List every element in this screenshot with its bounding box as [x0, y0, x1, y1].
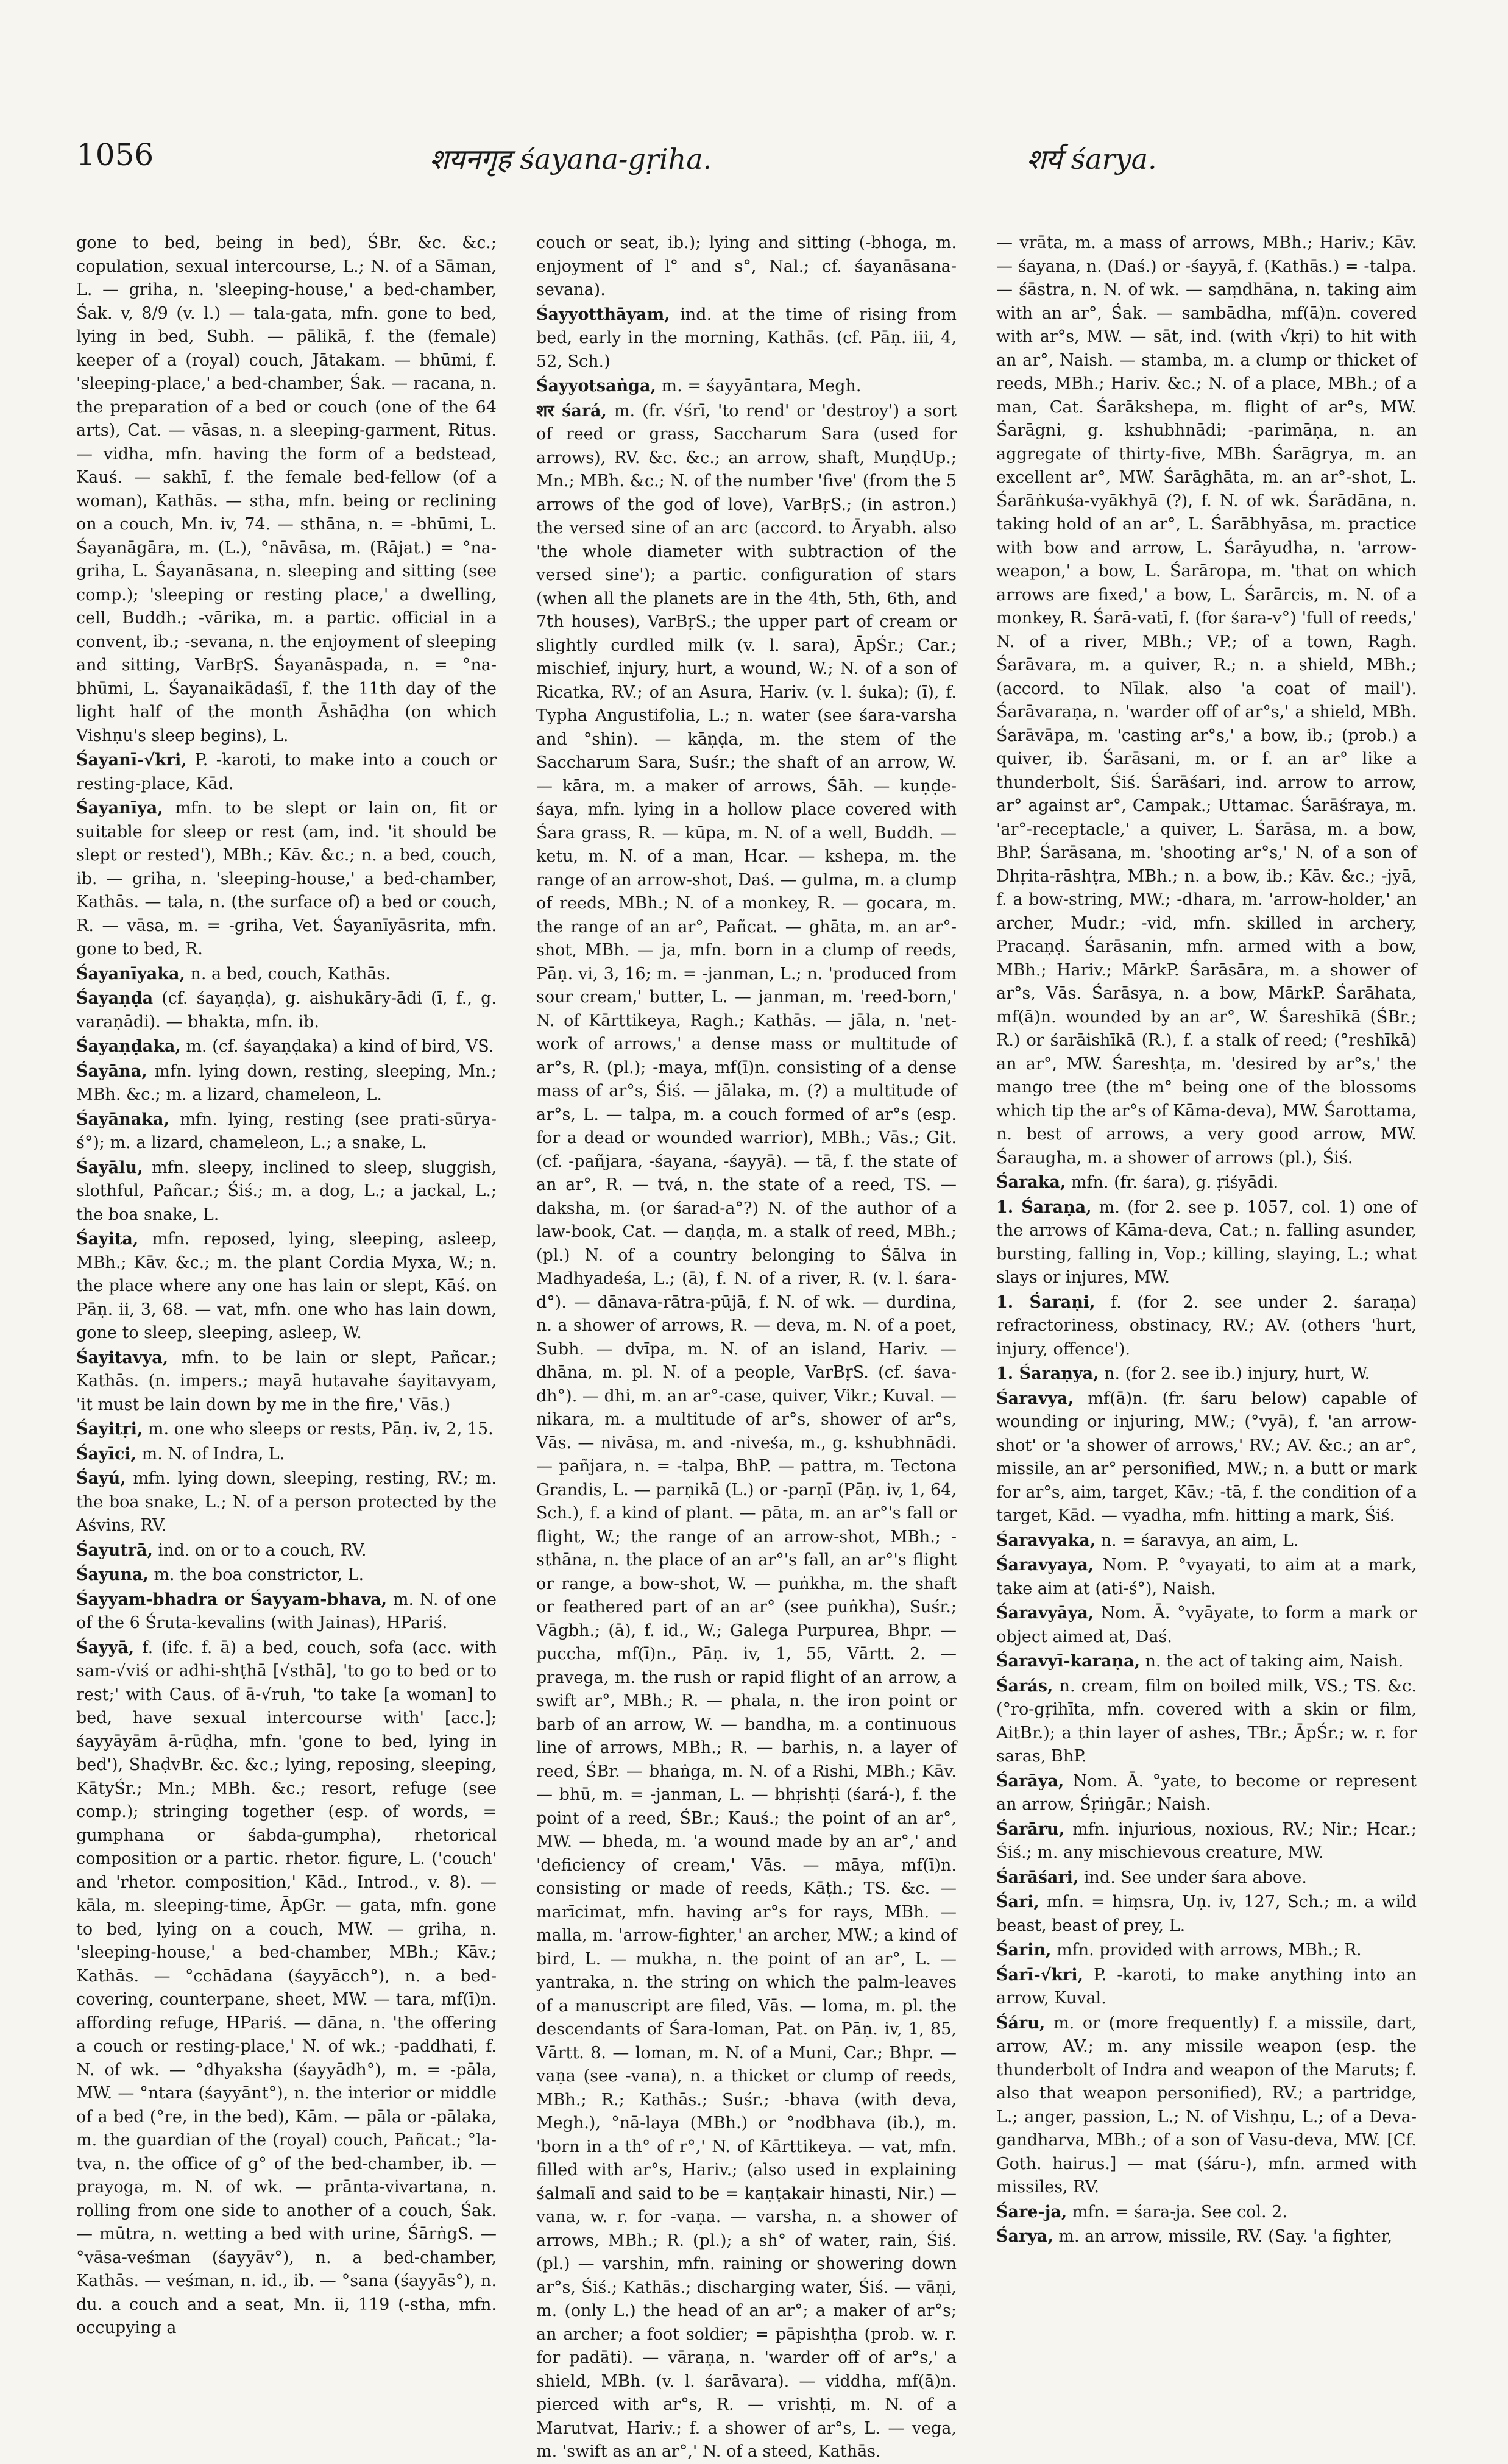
entry-headword: Śari, — [996, 1892, 1039, 1911]
entry-text: f. (ifc. f. ā) a bed, couch, sofa (acc. with sam-√viś or adhi-shṭhā [√sthā], 'to go to bed or to rest;' with Caus. of ā-√ruh, 'to take [a woman] to bed, have sexual intercourse with' [acc.]; śayyāyām ā-rūḍha, mfn. 'gone to bed, lying in bed'), ShaḍvBr. &c. &c.; lying, reposing, sleeping, KātyŚr.; Mn.; MBh. &c.; resort, refuge (see comp.); stringing together (esp. of words, = gumphana or śabda-gumpha), rhetorical composition or a partic. rhetor. figure, L. ('couch' and 'rhetor. composition,' Kād., Introd., v. 8). — kāla, m. sleeping-time, ĀpGr. — gata, mfn. gone to bed, lying on a couch, MW. — griha, n. 'sleeping-house,' a bed-chamber, MBh.; Kāv.; Kathās. — °cchādana (śayyācch°), n. a bed-covering, counterpane, sheet, MW. — tara, mf(ī)n. affording refuge, HPariś. — dāna, n. 'the offering a couch or resting-place,' N. of wk.; -paddhati, f. N. of wk. — °dhyaksha (śayyādh°), m. = -pāla, MW. — °ntara (śayyānt°), n. the interior or middle of a bed (°re, in the bed), Kām. — pāla or -pālaka, m. the guardian of the (royal) couch, Pañcat.; °la-tva, n. the office of g° of the bed-chamber, ib. — prayoga, m. N. of wk. — prānta-vivartana, n. rolling from one side to another of a couch, Śak. — mūtra, n. wetting a bed with urine, ŚārṅgS. — °vāsa-veśman (śayyāv°), n. a bed-chamber, Kathās. — veśman, n. id., ib. — °sana (śayyās°), n. du. a couch and a seat, Mn. ii, 119 (-stha, mfn. occupying a — [76, 1638, 497, 2337]
entry-text: mfn. lying down, resting, sleeping, Mn.; MBh. &c.; m. a lizard, chameleon, L. — [76, 1061, 497, 1104]
entry-text: n. (for 2. see ib.) injury, hurt, W. — [1104, 1364, 1370, 1383]
entry-headword: Śayyotsaṅga, — [536, 377, 656, 395]
entry-text: n. cream, film on boiled milk, VS.; TS. &c. (°ro-gṛihīta, mfn. covered with a skin or film, AitBr.); a thin layer of ashes, TBr.; ĀpŚr.; w. r. for saras, BhP. — [996, 1676, 1417, 1766]
entry-text: mfn. lying down, sleeping, resting, RV.; m. the boa snake, L.; N. of a person protected by the Aśvins, RV. — [76, 1469, 497, 1535]
dictionary-entry — [996, 2201, 1417, 2225]
entry-text: mfn. injurious, noxious, RV.; Nir.; Hcar.; Śiś.; m. any mischievous creature, MW. — [996, 1819, 1417, 1862]
dictionary-entry — [996, 1554, 1417, 1601]
entry-headword: Śayīci, — [76, 1444, 137, 1464]
entry-headword: Śaravyaya, — [996, 1556, 1094, 1574]
dictionary-entry — [76, 1228, 497, 1345]
dictionary-entry — [996, 1291, 1417, 1362]
entry-headword: Śayāna, — [76, 1061, 147, 1081]
entry-headword: Śayanīya, — [76, 799, 163, 818]
entry-headword: Śaravyaka, — [996, 1531, 1096, 1550]
entry-headword: Śáru, — [996, 2013, 1046, 2033]
entry-headword: Śayānaka, — [76, 1110, 169, 1129]
dictionary-entry — [76, 1156, 497, 1227]
dictionary-entry — [76, 963, 497, 986]
entry-text: m. one who sleeps or rests, Pāṇ. iv, 2, 15. — [147, 1420, 494, 1439]
dictionary-entry — [536, 232, 957, 302]
entry-headword: Śayyam-bhadra or Śayyam-bhava, — [76, 1590, 388, 1609]
entry-text: (cf. śayaṇḍa), g. aishukāry-ādi (ī, f., g. varaṇādi). — bhakta, mfn. ib. — [76, 989, 497, 1032]
entry-headword: Śayanī-√kri, — [76, 751, 187, 770]
entry-text: mfn. (fr. śara), g. ṛiśyādi. — [1071, 1173, 1279, 1192]
entry-text: ind. at the time of rising from bed, early in the morning, Kathās. (cf. Pāṇ. iii, 4, 52, Sch.) — [536, 305, 957, 371]
entry-headword: Śayyotthāyam, — [536, 305, 670, 324]
entry-headword: Śayyā, — [76, 1638, 135, 1657]
page-number: 1056 — [76, 137, 154, 172]
entry-text: m. the boa constrictor, L. — [154, 1565, 364, 1584]
entry-text: Nom. Ā. °vyāyate, to form a mark or object aimed at, Daś. — [996, 1604, 1417, 1646]
dictionary-entry — [996, 1387, 1417, 1528]
entry-headword: Śarī-√kri, — [996, 1965, 1084, 1984]
dictionary-entry — [76, 1060, 497, 1107]
dictionary-entry — [996, 1939, 1417, 1963]
dictionary-entry — [996, 2012, 1417, 2200]
entry-headword: Śayitavya, — [76, 1348, 169, 1367]
entry-headword: शर śará, — [536, 401, 607, 420]
dictionary-entry — [996, 1866, 1417, 1890]
dictionary-entry — [996, 1196, 1417, 1290]
entry-text: m. = śayyāntara, Megh. — [661, 377, 862, 395]
entry-headword: Śayuna, — [76, 1565, 149, 1584]
dictionary-entry — [996, 1529, 1417, 1553]
entry-headword: Śarāru, — [996, 1819, 1064, 1839]
entry-headword: 1. Śaraṇya, — [996, 1364, 1099, 1383]
entry-text: m. or (more frequently) f. a missile, dart, arrow, AV.; m. any missile weapon (esp. the thunderbolt of Indra and weapon of the Maruts; f. also that weapon personified), RV.; a partridge, L.; anger, passion, L.; N. of Vishṇu, L.; of a Deva-gandharva, MBh.; of a son of Vasu-deva, MW. [Cf. Goth. hairus.] — mat (śáru-), mfn. armed with missiles, RV. — [996, 2013, 1417, 2197]
entry-headword: Śayita, — [76, 1230, 139, 1248]
entry-text: n. a bed, couch, Kathās. — [190, 964, 391, 983]
dictionary-entry — [76, 797, 497, 961]
entry-text: mfn. to be lain or slept, Pañcar.; Kathās. (n. impers.; mayā hutavahe śayitavyam, 'it must be lain down by me in the fire,' Vās.) — [76, 1348, 497, 1414]
entry-text: couch or seat, ib.); lying and sitting (-bhoga, m. enjoyment of l° and s°, Nal.; cf. śayanāsana-sevana). — [536, 233, 957, 299]
entry-text: mfn. reposed, lying, sleeping, asleep, MBh.; Kāv. &c.; m. the plant Cordia Myxa, W.; n. the place where any one has lain or slept, Kāś. on Pāṇ. ii, 3, 68. — vat, mfn. one who has lain down, gone to sleep, sleeping, asleep, W. — [76, 1230, 497, 1342]
entry-text: mfn. sleepy, inclined to sleep, sluggish, slothful, Pañcar.; Śiś.; m. a dog, L.; a jackal, L.; the boa snake, L. — [76, 1158, 497, 1224]
entry-text: m. an arrow, missile, RV. (Say. 'a fighter, — [1058, 2227, 1393, 2246]
dictionary-entry — [76, 1588, 497, 1635]
entry-text: m. N. of one of the 6 Śruta-kevalins (with Jainas), HPariś. — [76, 1590, 497, 1632]
entry-text: — vrāta, m. a mass of arrows, MBh.; Hariv.; Kāv. — śayana, n. (Daś.) or -śayyā, f. (Kathās.) = -talpa. — śāstra, n. N. of wk. — saṃdhāna, n. taking aim with an ar°, Śak. — sambādha, mf(ā)n. covered with ar°s, MW. — sāt, ind. (with √kṛi) to hit with an ar°, Naish. — stamba, m. a clump or thicket of reeds, MBh.; Hariv. &c.; N. of a place, MBh.; of a man, Cat. Śarākshepa, m. flight of ar°s, MW. Śarāgni, g. kshubhnādi; -parimāṇa, n. an aggregate of thirty-five, MBh. Śarāgrya, m. an excellent ar°, MW. Śarāghāta, m. an ar°-shot, L. Śarāṅkuśa-vyākhyā (?), f. N. of wk. Śarādāna, n. taking hold of an ar°, L. Śarābhyāsa, m. practice with bow and arrow, L. Śarāyudha, n. 'arrow-weapon,' a bow, L. Śarāropa, m. 'that on which arrows are fixed,' a bow, L. Śarārcis, m. N. of a monkey, R. Śarā-vatī, f. (for śara-v°) 'full of reeds,' N. of a river, MBh.; VP.; of a town, Ragh. Śarāvara, m. a quiver, R.; n. a shield, MBh.; (accord. to Nīlak. also 'a coat of mail'). Śarāvaraṇa, n. 'warder off of ar°s,' a shield, MBh. Śarāvāpa, m. 'casting ar°s,' a bow, ib.; (prob.) a quiver, ib. Śarāsani, m. or f. an ar° like a thunderbolt, Śiś. Śarāśari, ind. arrow to arrow, ar° against ar°, Campak.; Uttamac. Śarāśraya, m. 'ar°-receptacle,' a quiver, L. Śarāsa, m. a bow, BhP. Śarāsana, m. 'shooting ar°s,' N. of a son of Dhṛita-rāshṭra, MBh.; n. a bow, ib.; Kāv. &c.; -jyā, f. a bow-string, MW.; -dhara, m. 'arrow-holder,' an archer, Mudr.; -vid, mfn. skilled in archery, Pracaṇḍ. Śarāsanin, mfn. armed with a bow, MBh.; Hariv.; MārkP. Śarāsāra, m. a shower of ar°s, Vās. Śarāsya, n. a bow, MārkP. Śarāhata, mf(ā)n. wounded by an ar°, W. Śareshīkā (ŚBr.; R.) or śarāishīkā (R.), f. a stalk of reed; (°reshīkā) an ar°, MW. Śareshṭa, m. 'desired by ar°s,' the mango tree (the m° being one of the blossoms which tip the ar°s of Kāma-deva), MW. Śarottama, n. best of arrows, a very good arrow, MW. Śaraugha, m. a shower of arrows (pl.), Śiś. — [996, 233, 1417, 1167]
dictionary-entry — [536, 400, 957, 2464]
entry-text: n. = śaravya, an aim, L. — [1100, 1531, 1299, 1550]
entry-headword: Śaravyāya, — [996, 1604, 1094, 1623]
entry-headword: Śayitṛi, — [76, 1420, 143, 1439]
dictionary-entry — [76, 1637, 497, 2340]
entry-text: m. (fr. √śrī, 'to rend' or 'destroy') a sort of reed or grass, Saccharum Sara (used for arrows), RV. &c. &c.; an arrow, shaft, MuṇḍUp.; Mn.; MBh. &c.; N. of the number 'five' (from the 5 arrows of the god of love), VarBṛS.; (in astron.) the versed sine of an arc (accord. to Āryabh. also 'the whole diameter with subtraction of the versed sine'); a partic. configuration of stars (when all the planets are in the 4th, 5th, 6th, and 7th houses), VarBṛS.; the upper part of cream or slightly curdled milk (v. l. sara), ĀpŚr.; Car.; mischief, injury, hurt, a wound, W.; N. of a son of Ricatka, RV.; of an Asura, Hariv. (v. l. śuka); (ī), f. Typha Angustifolia, L.; n. water (see śara-varsha and °shin). — kāṇḍa, m. the stem of the Saccharum Sara, Suśr.; the shaft of an arrow, W. — kāra, m. a maker of arrows, Śāh. — kuṇḍe-śaya, mfn. lying in a hollow place covered with Śara grass, R. — kūpa, m. N. of a well, Buddh. — ketu, m. N. of a man, Hcar. — kshepa, m. the range of an arrow-shot, Daś. — gulma, m. a clump of reeds, MBh.; N. of a monkey, R. — gocara, m. the range of an ar°, Pañcat. — ghāta, m. an ar°-shot, MBh. — ja, mfn. born in a clump of reeds, Pāṇ. vi, 3, 16; m. = -janman, L.; n. 'produced from sour cream,' butter, L. — janman, m. 'reed-born,' N. of Kārttikeya, Ragh.; Kathās. — jāla, n. 'net-work of arrows,' a dense mass or multitude of ar°s, R. (pl.); -maya, mf(ī)n. consisting of a dense mass of ar°s, Śiś. — jālaka, m. (?) a multitude of ar°s, L. — talpa, m. a couch formed of ar°s (esp. for a dead or wounded warrior), MBh.; Vās.; Git. (cf. -pañjara, -śayana, -śayyā). — tā, f. the state of an ar°, R. — tvá, n. the state of a reed, TS. — daksha, m. (or śarad-a°?) N. of the author of a law-book, Cat. — daṇḍa, m. a stalk of reed, MBh.; (pl.) N. of a country belonging to Śālva in Madhyadeśa, L.; (ā), f. N. of a river, R. (v. l. śara-d°). — dānava-rātra-pūjā, f. N. of wk. — durdina, n. a shower of arrows, R. — deva, m. N. of a poet, Subh. — dvīpa, m. N. of an island, Hariv. — dhāna, m. pl. N. of a people, VarBṛS. (cf. śava-dh°). — dhi, m. an ar°-case, quiver, Vikr.; Kuval. — nikara, m. a multitude of ar°s, shower of ar°s, Vās. — nivāsa, m. and -niveśa, m., g. kshubhnādi. — pañjara, n. = -talpa, BhP. — pattra, m. Tectona Grandis, L. — parṇikā (L.) or -parṇī (Pāṇ. iv, 1, 64, Sch.), f. a kind of plant. — pāta, m. an ar°'s fall or flight, W.; the range of an arrow-shot, MBh.; -sthāna, n. the place of an ar°'s fall, an ar°'s flight or range, a bow-shot, W. — puṅkha, m. the shaft or feathered part of an ar° (see puṅkha), Suśr.; Vāgbh.; (ā), f. id., W.; Galega Purpurea, Bhpr. — puccha, mf(ī)n., Pāṇ. iv, 1, 55, Vārtt. 2. — pravega, m. the rush or rapid flight of an arrow, a swift ar°, MBh.; R. — phala, n. the iron point or barb of an arrow, W. — bandha, m. a continuous line of arrows, MBh.; R. — barhis, n. a layer of reed, ŚBr. — bhaṅga, m. N. of a Rishi, MBh.; Kāv. — bhū, m. = -janman, L. — bhṛishṭi (śará-), f. the point of a reed, ŚBr.; Kauś.; the point of an ar°, MW. — bheda, m. 'a wound made by an ar°,' and 'deficiency of cream,' Vās. — māya, mf(ī)n. consisting or made of reeds, Kāṭh.; TS. &c. — marīcimat, mfn. having ar°s for rays, MBh. — malla, m. 'arrow-fighter,' an archer, MW.; a kind of bird, L. — mukha, n. the point of an ar°, L. — yantraka, n. the string on which the palm-leaves of a manuscript are filed, Vās. — loma, m. pl. the descendants of Śara-loman, Pat. on Pāṇ. iv, 1, 85, Vārtt. 8. — loman, m. N. of a Muni, Car.; Bhpr. — vaṇa (see -vana), n. a thicket or clump of reeds, MBh.; R.; Kathās.; Suśr.; -bhava (with deva, Megh.), °nā-laya (MBh.) or °nodbhava (ib.), m. 'born in a th° of r°,' N. of Kārttikeya. — vat, mfn. filled with ar°s, Hariv.; (also used in explaining śalmalī and said to be = kaṇṭakair hinasti, Nir.) — vana, w. r. for -vaṇa. — varsha, n. a shower of arrows, MBh.; R. (pl.); a sh° of water, rain, Śiś. (pl.) — varshin, mfn. raining or showering down ar°s, Śiś.; Kathās.; discharging water, Śiś. — vāṇi, m. (only L.) the head of an ar°; a maker of ar°s; an archer; a foot soldier; = pāpishṭha (prob. w. r. for padāti). — vāraṇa, n. 'warder off of ar°s,' a shield, MBh. (v. l. śarāvara). — viddha, mf(ā)n. pierced with ar°s, R. — vrishṭi, m. N. of a Marutvat, Hariv.; f. a shower of ar°s, L. — vega, m. 'swift as an ar°,' N. of a steed, Kathās. — [536, 401, 957, 2461]
left-running-head: शयनगृह śayana-gṛiha. — [430, 143, 712, 175]
column-1 — [76, 232, 497, 2337]
entry-headword: Śayanīyaka, — [76, 964, 185, 983]
dictionary-entry — [76, 749, 497, 796]
dictionary-entry — [996, 1675, 1417, 1769]
dictionary-entry — [996, 2225, 1417, 2249]
entry-headword: Śayú, — [76, 1469, 126, 1488]
right-running-head: शर्य śarya. — [1027, 143, 1157, 175]
dictionary-entry — [76, 1443, 497, 1467]
entry-headword: Śarya, — [996, 2227, 1053, 2246]
entry-text: m. (cf. śayaṇḍaka) a kind of bird, VS. — [186, 1037, 494, 1056]
entry-headword: Śayutrā, — [76, 1540, 153, 1560]
entry-text: f. (for 2. see under 2. śaraṇa) refractoriness, obstinacy, RV.; AV. (others 'hurt, injury, offence'). — [996, 1292, 1417, 1359]
entry-headword: Śarás, — [996, 1676, 1053, 1696]
dictionary-entry — [76, 987, 497, 1034]
dictionary-entry — [76, 1563, 497, 1587]
dictionary-entry — [76, 232, 497, 748]
entry-headword: 1. Śaraṇi, — [996, 1292, 1096, 1312]
entry-headword: 1. Śaraṇa, — [996, 1197, 1092, 1217]
entry-text: gone to bed, being in bed), ŚBr. &c. &c.; copulation, sexual intercourse, L.; N. of a Sāman, L. — griha, n. 'sleeping-house,' a bed-chamber, Śak. v, 8/9 (v. l.) — tala-gata, mfn. gone to bed, lying in bed, Subh. — pālikā, f. the (female) keeper of a (royal) couch, Jātakam. — bhūmi, f. 'sleeping-place,' a bed-chamber, Śak. — racana, n. the preparation of a bed or couch (one of the 64 arts), Cat. — vāsas, n. a sleeping-garment, Ritus. — vidha, mfn. having the form of a bedstead, Kauś. — sakhī, f. the female bed-fellow (of a woman), Kathās. — stha, mfn. being or reclining on a couch, Mn. iv, 74. — sthāna, n. = -bhūmi, L. Śayanāgāra, m. (L.), °nāvāsa, m. (Rājat.) = °na-griha, L. Śayanāsana, n. sleeping and sitting (see comp.); 'sleeping or resting place,' a dwelling, cell, Buddh.; -vārika, m. a partic. official in a convent, ib.; -sevana, n. the enjoyment of sleeping and sitting, VarBṛS. Śayanāspada, n. = °na-bhūmi, L. Śayanaikādaśī, f. the 11th day of the light half of the month Āshāḍha (on which Vishṇu's sleep begins), L. — [76, 233, 497, 745]
entry-headword: Śarāśari, — [996, 1867, 1079, 1887]
dictionary-entry — [996, 1602, 1417, 1649]
dictionary-entry — [996, 1770, 1417, 1817]
entry-text: m. N. of Indra, L. — [141, 1444, 285, 1464]
entry-headword: Śayaṇḍa — [76, 989, 154, 1008]
entry-text: Nom. Ā. °yate, to become or represent an arrow, Śṛiṅgār.; Naish. — [996, 1771, 1417, 1814]
dictionary-entry — [76, 1035, 497, 1059]
dictionary-entry — [76, 1467, 497, 1538]
dictionary-entry — [996, 1362, 1417, 1386]
entry-text: mfn. to be slept or lain on, fit or suitable for sleep or rest (am, ind. 'it should be slept or rested'), MBh.; Kāv. &c.; n. a bed, couch, ib. — griha, n. 'sleeping-house,' a bed-chamber, Kathās. — tala, n. (the surface of) a bed or couch, R. — vāsa, m. = -griha, Vet. Śayanīyāsrita, mfn. gone to bed, R. — [76, 799, 497, 958]
dictionary-entry — [996, 1818, 1417, 1865]
dictionary-entry — [536, 375, 957, 398]
entry-text: m. (for 2. see p. 1057, col. 1) one of the arrows of Kāma-deva, Cat.; n. falling asunder, bursting, falling in, Vop.; killing, slaying, L.; what slays or injures, MW. — [996, 1197, 1417, 1287]
entry-headword: Śarin, — [996, 1941, 1052, 1960]
dictionary-entry — [996, 1964, 1417, 2011]
column-3 — [996, 232, 1417, 2246]
dictionary-entry — [536, 303, 957, 374]
dictionary-entry — [996, 232, 1417, 1170]
dictionary-entry — [76, 1347, 497, 1417]
running-header — [76, 137, 1435, 198]
entry-text: mfn. provided with arrows, MBh.; R. — [1057, 1941, 1362, 1960]
entry-text: ind. on or to a couch, RV. — [158, 1540, 367, 1560]
entry-text: mfn. = hiṃsra, Uṇ. iv, 127, Sch.; m. a wild beast, beast of prey, L. — [996, 1892, 1417, 1935]
entry-headword: Śarāya, — [996, 1771, 1064, 1791]
entry-text: n. the act of taking aim, Naish. — [1145, 1652, 1404, 1671]
entry-headword: Śaravyī-karaṇa, — [996, 1652, 1140, 1671]
dictionary-entry — [996, 1171, 1417, 1195]
entry-text: ind. See under śara above. — [1083, 1867, 1307, 1887]
dictionary-entry — [76, 1418, 497, 1442]
dictionary-entry — [76, 1108, 497, 1155]
dictionary-entry — [996, 1650, 1417, 1674]
entry-text: P. -karoti, to make into a couch or resting-place, Kād. — [76, 751, 497, 793]
dictionary-entry — [76, 1539, 497, 1563]
entry-text: P. -karoti, to make anything into an arrow, Kuval. — [996, 1965, 1417, 2008]
column-2 — [536, 232, 957, 2461]
entry-headword: Śare-ja, — [996, 2202, 1067, 2221]
entry-text: mfn. lying, resting (see prati-sūrya-ś°); m. a lizard, chameleon, L.; a snake, L. — [76, 1110, 497, 1152]
entry-headword: Śayālu, — [76, 1158, 143, 1177]
entry-text: mf(ā)n. (fr. śaru below) capable of wounding or injuring, MW.; (°vyā), f. 'an arrow-shot' or 'a shower of arrows,' RV.; AV. &c.; an ar°, missile, an ar° personified, MW.; n. a butt or mark for ar°s, aim, target, Kāv.; -tā, f. the condition of a target, Kād. — vyadha, mfn. hitting a mark, Śiś. — [996, 1389, 1417, 1525]
entry-headword: Śaraka, — [996, 1173, 1066, 1192]
entry-text: mfn. = śara-ja. See col. 2. — [1072, 2202, 1287, 2221]
entry-headword: Śaravya, — [996, 1389, 1074, 1408]
entry-text: Nom. P. °vyayati, to aim at a mark, take aim at (ati-ś°), Naish. — [996, 1556, 1417, 1598]
dictionary-entry — [996, 1891, 1417, 1938]
entry-headword: Śayaṇḍaka, — [76, 1037, 181, 1056]
